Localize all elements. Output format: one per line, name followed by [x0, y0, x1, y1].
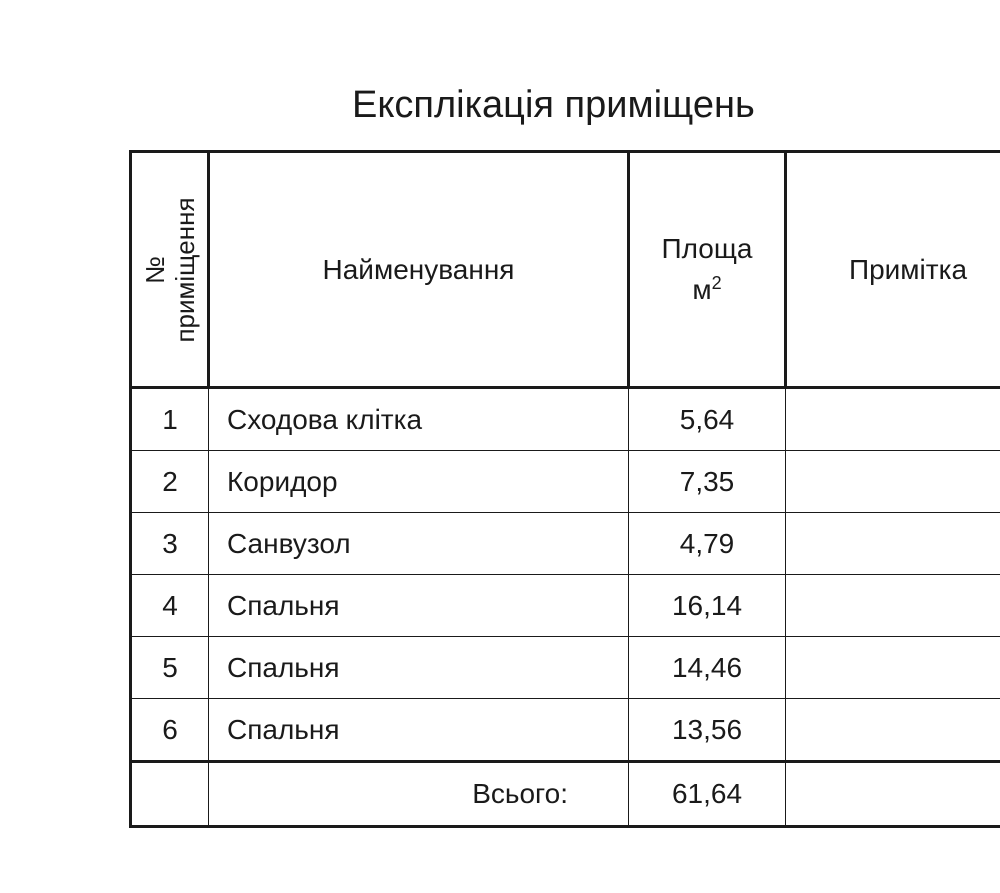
header-note: Примітка — [786, 152, 1000, 388]
room-name: Коридор — [209, 451, 629, 513]
table-row — [131, 575, 1000, 637]
header-number-label: приміщення — [169, 196, 200, 343]
header-room-number — [131, 152, 209, 388]
room-name: Спальня — [209, 699, 629, 762]
header-area-unit: $м^2$ — [692, 273, 722, 305]
room-note — [786, 637, 1000, 699]
room-area: 13,56 — [629, 699, 786, 762]
room-area: 7,35 — [629, 451, 786, 513]
room-number: 2 — [131, 451, 209, 513]
table-row — [131, 451, 1000, 513]
rooms-table — [129, 150, 1000, 828]
room-name: Спальня — [209, 637, 629, 699]
room-number: 5 — [131, 637, 209, 699]
total-label: Всього: — [209, 762, 629, 827]
room-note — [786, 699, 1000, 762]
room-number: 3 — [131, 513, 209, 575]
total-value: 61,64 — [629, 762, 786, 827]
room-number: 4 — [131, 575, 209, 637]
room-area: 14,46 — [629, 637, 786, 699]
table-row — [131, 513, 1000, 575]
room-number: 6 — [131, 699, 209, 762]
room-note — [786, 388, 1000, 451]
total-row — [131, 762, 1000, 827]
room-note — [786, 513, 1000, 575]
page-title: Експлікація приміщень — [352, 84, 755, 126]
room-name: Спальня — [209, 575, 629, 637]
total-empty-cell — [131, 762, 209, 827]
room-area: 5,64 — [629, 388, 786, 451]
header-area-label: Площа — [661, 233, 753, 264]
room-name: Санвузол — [209, 513, 629, 575]
total-note-cell — [786, 762, 1000, 827]
room-name: Сходова клітка — [209, 388, 629, 451]
room-area: 4,79 — [629, 513, 786, 575]
room-area: 16,14 — [629, 575, 786, 637]
table-row — [131, 388, 1000, 451]
table-header-row — [131, 152, 1000, 388]
header-name: Найменування — [209, 152, 629, 388]
room-note — [786, 575, 1000, 637]
room-number: 1 — [131, 388, 209, 451]
table-row — [131, 699, 1000, 762]
room-note — [786, 451, 1000, 513]
header-number-sign: № — [139, 255, 170, 284]
table-row — [131, 637, 1000, 699]
header-area — [629, 152, 786, 388]
